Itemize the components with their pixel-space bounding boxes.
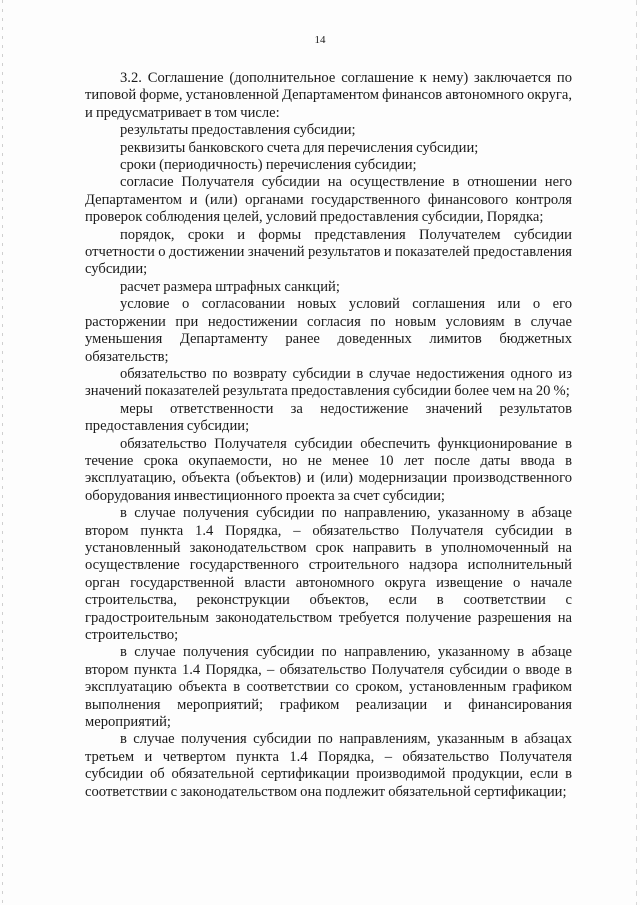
paragraph: обязательство по возврату субсидии в случае недостижения одного из значений показателей результата предоставления субсидии более чем на 20 %; — [85, 365, 572, 400]
paragraph: сроки (периодичность) перечисления субсидии; — [120, 157, 417, 174]
scan-edge-left — [2, 0, 3, 905]
scan-edge-right — [636, 0, 637, 905]
paragraph: порядок, сроки и формы представления Получателем субсидии отчетности о достижении значений результатов и показателей предоставления субсидии; — [85, 226, 572, 278]
paragraph: 3.2. Соглашение (дополнительное соглашение к нему) заключается по типовой форме, установленной Департаментом финансов автономного округа, и предусматривает в том числе: — [85, 70, 572, 121]
paragraph: в случае получения субсидии по направлению, указанному в абзаце втором пункта 1.4 Порядка, – обязательство Получателя субсидии в установленный законодательством срок направить в уполномоченный на осуществление государственного строительного надзора исполнительный орган государственной власти автономного округа извещение о начале строительства, реконструкции объектов, если в соответствии с градостроительным законодательством требуется получение разрешения на строительство; — [85, 505, 572, 643]
paragraph: расчет размера штрафных санкций; — [120, 278, 340, 295]
paragraph: условие о согласовании новых условий соглашения или о его расторжении при недостижении согласия по новым условиям в случае уменьшения Департаменту ранее доведенных лимитов бюджетных обязательств; — [85, 296, 572, 365]
paragraph: обязательство Получателя субсидии обеспечить функционирование в течение срока окупаемости, но не менее 10 лет после даты ввода в эксплуатацию, объекта (объектов) и (или) модернизации производственного оборудования инвестиционного проекта за счет субсидии; — [85, 435, 572, 504]
paragraph: согласие Получателя субсидии на осуществление в отношении него Департаментом и (или) органами государственного финансового контроля проверок соблюдения целей, условий предоставления субсидии, Порядка; — [85, 174, 572, 226]
paragraph: меры ответственности за недостижение значений результатов предоставления субсидии; — [85, 400, 572, 435]
paragraph: реквизиты банковского счета для перечисления субсидии; — [120, 139, 479, 156]
paragraph: в случае получения субсидии по направлению, указанному в абзаце втором пункта 1.4 Порядка, – обязательство Получателя субсидии о вводе в эксплуатацию объекта в соответствии со сроком, установленным графиком выполнения мероприятий; графиком реализации и финансирования мероприятий; — [85, 644, 572, 731]
page-number: 14 — [314, 34, 326, 46]
paragraph: результаты предоставления субсидии; — [120, 122, 356, 139]
paragraph: в случае получения субсидии по направлениям, указанным в абзацах третьем и четвертом пункта 1.4 Порядка, – обязательство Получателя субсидии об обязательной сертификации производимой продукции, если в соответствии с законодательством она подлежит обязательной сертификации; — [85, 731, 572, 800]
document-body — [85, 70, 572, 801]
